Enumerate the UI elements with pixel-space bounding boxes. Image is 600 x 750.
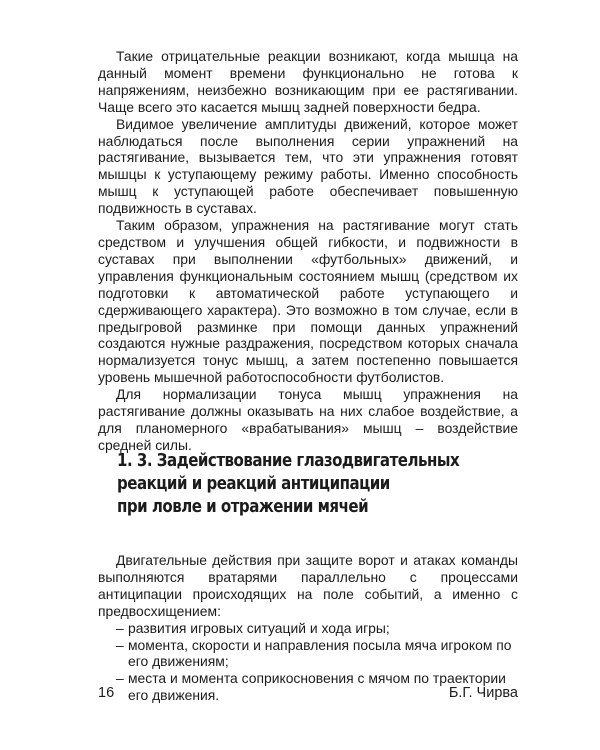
- list-item-text: момента, скорости и направления посыла мяча игроком по его движениям;: [128, 636, 512, 670]
- dash-bullet: –: [116, 636, 124, 653]
- section-body: [98, 552, 518, 704]
- list-item: [98, 637, 518, 671]
- list-item-text: места и момента соприкосновения с мячом по траектории его движения.: [128, 670, 506, 704]
- body-text: [98, 48, 518, 454]
- section-heading-line: 1. 3. Задействование глазодвигательных: [117, 451, 460, 471]
- section-intro: Двигательные действия при защите ворот и атаках команды выполняются вратарями параллельно с процессами антиципации происходящих на поле событий, а именно с предвосхищением:: [98, 552, 518, 619]
- paragraph: Таким образом, упражнения на растягивание могут стать средством и улучшения общей гибкости, и подвижности в суставах при выполнении «футбольных» движений, и управления функциональным состоянием мышц (средством их подготовки к автоматической работе уступающего и сдерживающего характера). Это возможно в том случае, если в предыгровой разминке при помощи данных упражнений создаются нужные раздражения, посредством которых сначала нормализуется тонус мышц, а затем постепенно повышается уровень мышечной работоспособности футболистов.: [98, 217, 518, 386]
- page-number: 16: [98, 685, 115, 701]
- paragraph: Для нормализации тонуса мышц упражнения на растягивание должны оказывать на них слабое воздействие, а для планомерного «врабатывания» мышц – воздействие средней силы.: [98, 386, 518, 453]
- list-item-text: развития игровых ситуаций и хода игры;: [128, 619, 390, 636]
- dash-bullet: –: [116, 670, 124, 687]
- paragraph: Такие отрицательные реакции возникают, когда мышца на данный момент времени функционально не готова к напряжениям, неизбежно возникающим при ее растягивании. Чаще всего это касается мышц задней поверхности бедра.: [98, 48, 518, 115]
- dash-bullet: –: [116, 619, 124, 636]
- section-heading-line: при ловле и отражении мячей: [117, 497, 369, 517]
- paragraph: Видимое увеличение амплитуды движений, которое может наблюдаться после выполнения серии упражнений на растягивание, вызывается тем, что эти упражнения готовят мышцы к уступающему режиму работы. Именно способность мышц к уступающей работе обеспечивает повышенную подвижность в суставах.: [98, 115, 518, 217]
- section-heading: [117, 450, 513, 519]
- running-footer-author: Б.Г. Чирва: [448, 685, 518, 701]
- list-item: [98, 620, 518, 637]
- section-heading-line: реакций и реакций антиципации: [117, 474, 390, 494]
